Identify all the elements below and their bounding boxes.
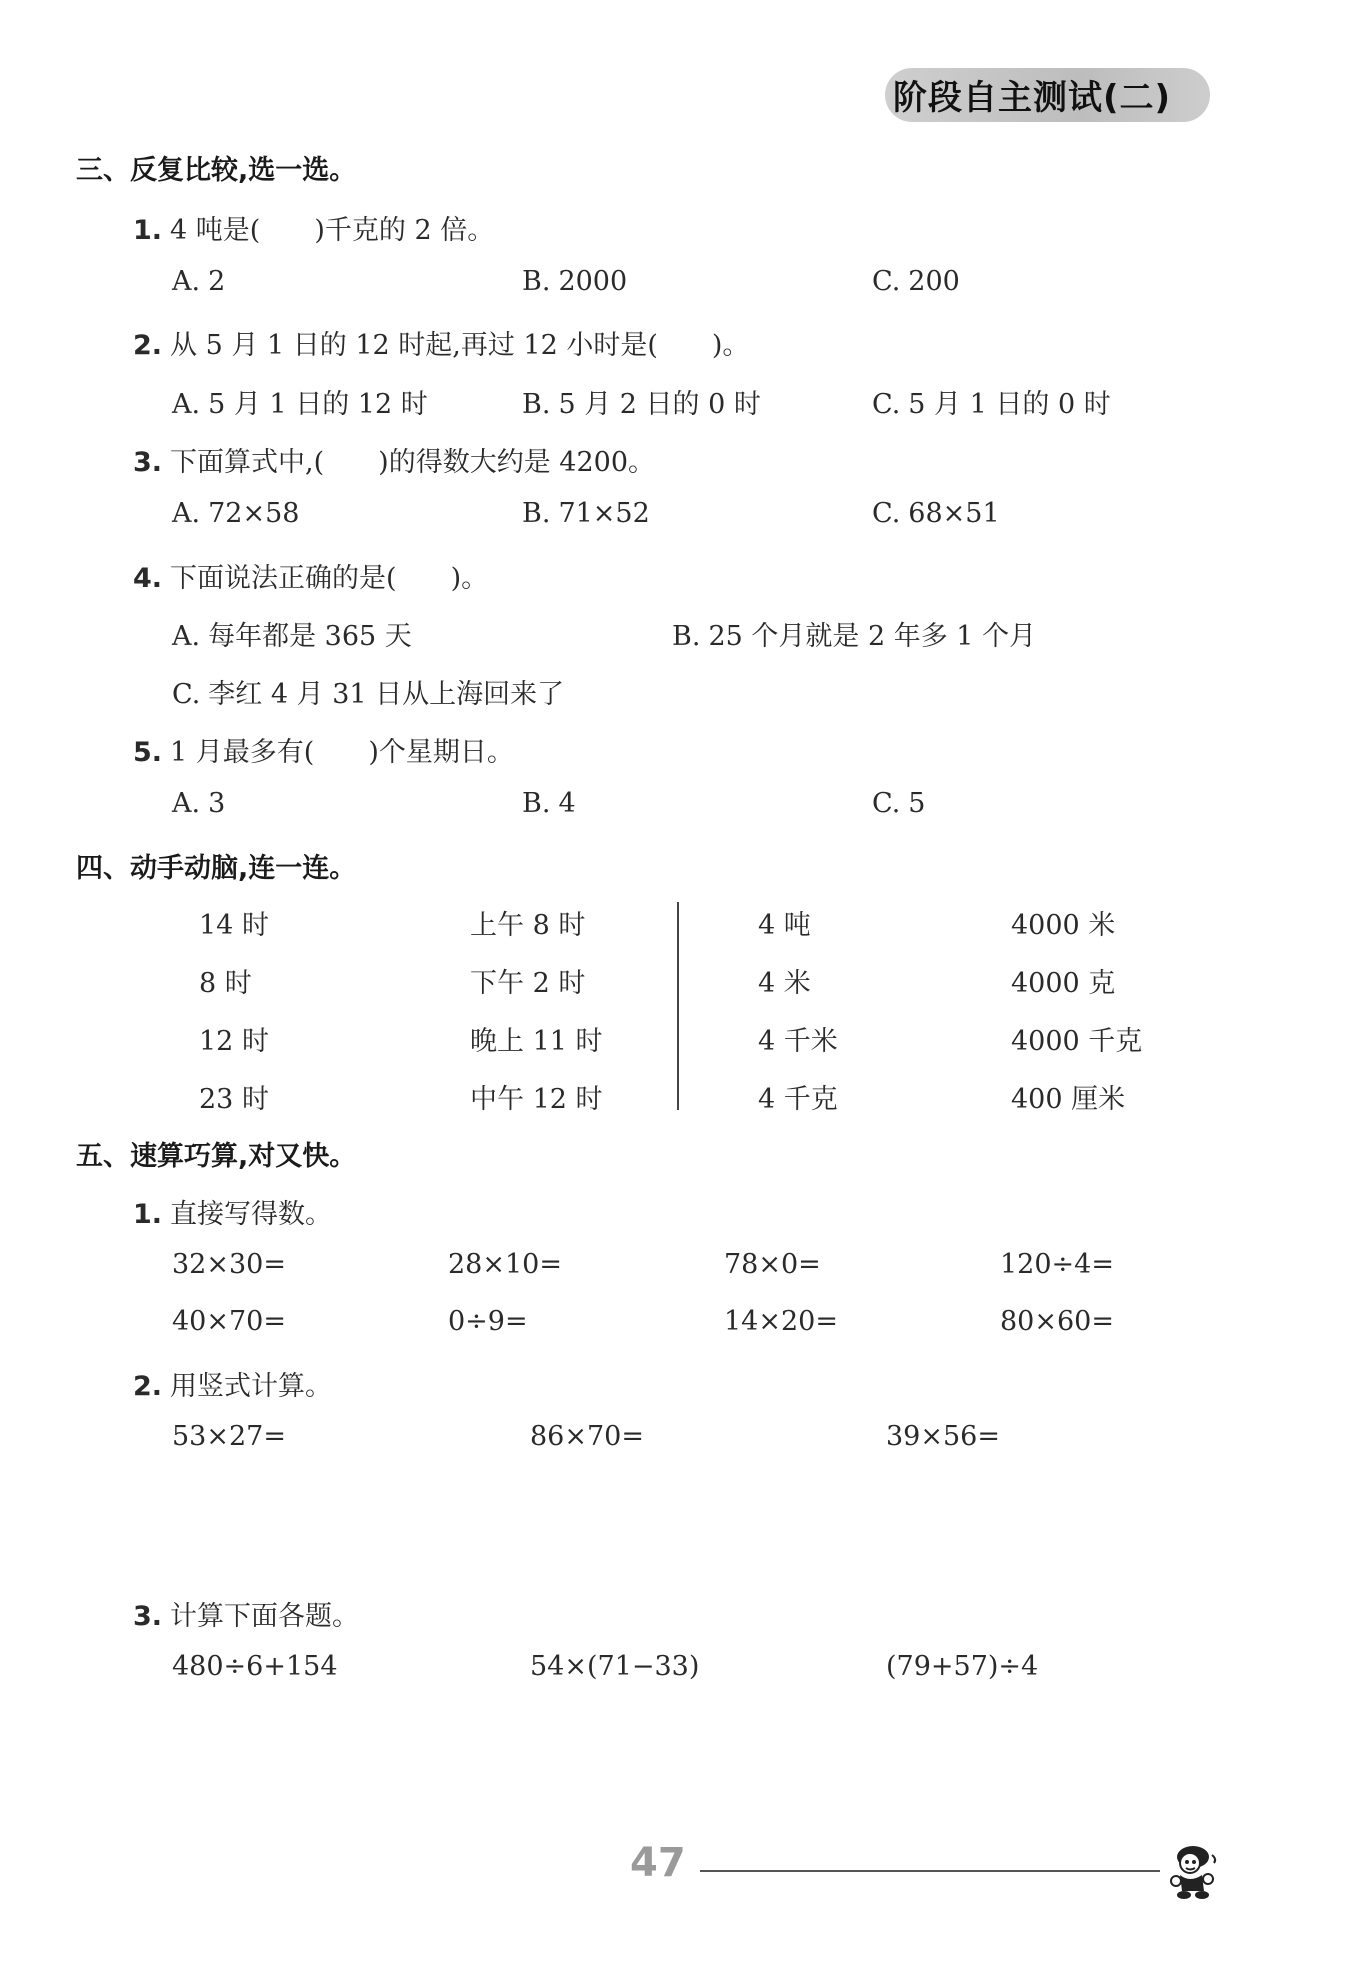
- match-left-item: 8 时: [199, 968, 252, 999]
- match-left-item: 4 吨: [758, 910, 811, 941]
- calc-item: 32×30=: [172, 1249, 286, 1280]
- match-right-item: 4000 千克: [1011, 1026, 1143, 1057]
- question-5: [133, 730, 514, 769]
- option-c: [872, 382, 1111, 421]
- vertical-calc-item: 39×56=: [886, 1421, 1000, 1452]
- option-letter: A.: [172, 498, 201, 529]
- question-text: 计算下面各题。: [170, 1601, 360, 1632]
- question-text: 直接写得数。: [170, 1199, 333, 1230]
- option-text: 2000: [558, 266, 628, 297]
- calc-item: 0÷9=: [448, 1306, 528, 1337]
- option-c: [872, 498, 1000, 529]
- match-right-item: 400 厘米: [1011, 1084, 1126, 1115]
- option-letter: A.: [172, 788, 201, 819]
- option-letter: C.: [872, 389, 901, 420]
- calc-item: 28×10=: [448, 1249, 562, 1280]
- option-b: [522, 498, 650, 529]
- option-text: 3: [208, 788, 226, 819]
- option-b: [672, 614, 1036, 653]
- question-number: 1.: [133, 215, 163, 246]
- option-letter: B.: [522, 266, 551, 297]
- option-c: [872, 266, 960, 297]
- question-number: 3.: [133, 1601, 163, 1632]
- match-right-item: 中午 12 时: [470, 1084, 603, 1115]
- option-b: [522, 266, 627, 297]
- mascot-icon: [1160, 1835, 1230, 1905]
- section3-title: 三、反复比较,选一选。: [76, 155, 357, 186]
- option-letter: C.: [172, 679, 201, 710]
- option-letter: A.: [172, 621, 201, 652]
- calc-item: 120÷4=: [1000, 1249, 1114, 1280]
- question-3: [133, 440, 655, 479]
- match-left-item: 4 千克: [758, 1084, 838, 1115]
- option-c: [172, 672, 564, 711]
- question-1: [133, 208, 494, 247]
- option-text: 2: [208, 266, 226, 297]
- question-number: 4.: [133, 563, 163, 594]
- match-right-item: 4000 克: [1011, 968, 1116, 999]
- option-text: 72×58: [208, 498, 300, 529]
- option-letter: B.: [672, 621, 701, 652]
- question-text: 下面算式中,( )的得数大约是 4200。: [170, 447, 655, 478]
- calc-item: 80×60=: [1000, 1306, 1114, 1337]
- option-b: [522, 788, 576, 819]
- question-number: 2.: [133, 1371, 163, 1402]
- expression-item: (79+57)÷4: [886, 1651, 1039, 1682]
- match-right-item: 4000 米: [1011, 910, 1116, 941]
- match-right-item: 下午 2 时: [470, 968, 586, 999]
- question-text: 从 5 月 1 日的 12 时起,再过 12 小时是( )。: [170, 330, 750, 361]
- question-number: 3.: [133, 447, 163, 478]
- match-left-item: 12 时: [199, 1026, 269, 1057]
- option-letter: B.: [522, 498, 551, 529]
- calc-item: 14×20=: [724, 1306, 838, 1337]
- option-b: [522, 382, 761, 421]
- question-number: 2.: [133, 330, 163, 361]
- match-left-item: 23 时: [199, 1084, 269, 1115]
- section4-title: 四、动手动脑,连一连。: [76, 853, 357, 884]
- subquestion-3: [133, 1594, 359, 1633]
- question-text: 4 吨是( )千克的 2 倍。: [170, 215, 495, 246]
- option-letter: C.: [872, 498, 901, 529]
- option-text: 每年都是 365 天: [208, 621, 412, 652]
- subquestion-2: [133, 1364, 332, 1403]
- calc-item: 78×0=: [724, 1249, 821, 1280]
- vertical-calc-item: 53×27=: [172, 1421, 286, 1452]
- expression-item: 480÷6+154: [172, 1651, 338, 1682]
- question-number: 5.: [133, 737, 163, 768]
- option-text: 李红 4 月 31 日从上海回来了: [208, 679, 565, 710]
- question-text: 下面说法正确的是( )。: [170, 563, 489, 594]
- option-c: [872, 788, 925, 819]
- option-a: [172, 382, 428, 421]
- question-text: 用竖式计算。: [170, 1371, 333, 1402]
- option-text: 5: [908, 788, 926, 819]
- option-a: [172, 788, 225, 819]
- match-right-item: 上午 8 时: [470, 910, 586, 941]
- match-left-item: 4 米: [758, 968, 811, 999]
- option-letter: C.: [872, 788, 901, 819]
- match-right-item: 晚上 11 时: [470, 1026, 603, 1057]
- calc-item: 40×70=: [172, 1306, 286, 1337]
- option-letter: C.: [872, 266, 901, 297]
- option-text: 25 个月就是 2 年多 1 个月: [708, 621, 1037, 652]
- section5-title: 五、速算巧算,对又快。: [76, 1141, 357, 1172]
- question-4: [133, 556, 488, 595]
- page-number: 47: [630, 1840, 686, 1886]
- column-divider: [677, 902, 679, 1110]
- option-a: [172, 498, 299, 529]
- expression-item: 54×(71−33): [530, 1651, 700, 1682]
- footer-rule: [700, 1870, 1160, 1872]
- page-header-title: 阶段自主测试(二): [893, 78, 1172, 118]
- option-text: 5 月 2 日的 0 时: [558, 389, 761, 420]
- option-letter: A.: [172, 266, 201, 297]
- match-left-item: 14 时: [199, 910, 269, 941]
- vertical-calc-item: 86×70=: [530, 1421, 644, 1452]
- option-a: [172, 614, 412, 653]
- option-text: 5 月 1 日的 12 时: [208, 389, 428, 420]
- option-text: 71×52: [558, 498, 650, 529]
- option-text: 5 月 1 日的 0 时: [908, 389, 1111, 420]
- option-text: 200: [908, 266, 960, 297]
- option-letter: B.: [522, 389, 551, 420]
- question-text: 1 月最多有( )个星期日。: [170, 737, 514, 768]
- option-a: [172, 266, 225, 297]
- subquestion-1: [133, 1192, 332, 1231]
- question-2: [133, 323, 749, 362]
- question-number: 1.: [133, 1199, 163, 1230]
- option-letter: A.: [172, 389, 201, 420]
- option-letter: B.: [522, 788, 551, 819]
- option-text: 4: [558, 788, 576, 819]
- option-text: 68×51: [908, 498, 1000, 529]
- match-left-item: 4 千米: [758, 1026, 838, 1057]
